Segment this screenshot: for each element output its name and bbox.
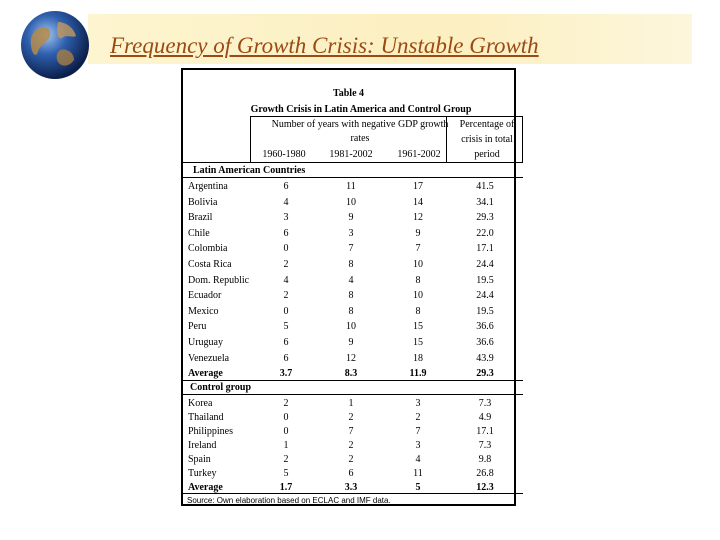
period-1960-1980: 1960-1980 <box>262 149 306 160</box>
value-1981-2002: 6 <box>348 468 354 479</box>
section-latin: Latin American Countries <box>193 165 306 176</box>
value-1981-2002: 8 <box>348 259 354 270</box>
value-1960-1980: 0 <box>283 243 289 254</box>
country-name: Thailand <box>188 412 224 423</box>
value-1961-2002: 3 <box>415 398 421 409</box>
value-1981-2002: 9 <box>348 337 354 348</box>
value-1960-1980: 6 <box>283 181 289 192</box>
value-1961-2002: 7 <box>415 426 421 437</box>
table-row <box>0 241 720 256</box>
table-row <box>0 273 720 288</box>
value-1981-2002: 7 <box>348 243 354 254</box>
country-name: Turkey <box>188 468 217 479</box>
value-1961-2002: 7 <box>415 243 421 254</box>
value-1961-2002: 5 <box>415 482 421 493</box>
period-1961-2002: 1961-2002 <box>397 149 441 160</box>
country-name: Ireland <box>188 440 217 451</box>
table-row <box>0 195 720 210</box>
country-name: Peru <box>188 321 207 332</box>
value-1961-2002: 9 <box>415 228 421 239</box>
value-1981-2002: 2 <box>348 454 354 465</box>
value-1961-2002: 11 <box>413 468 423 479</box>
table-subtitle: Growth Crisis in Latin America and Control Group <box>250 104 472 115</box>
value-1961-2002: 15 <box>413 337 423 348</box>
value-percentage: 24.4 <box>476 259 494 270</box>
source-note: Source: Own elaboration based on ECLAC and IMF data. <box>187 496 391 505</box>
value-1961-2002: 10 <box>413 290 423 301</box>
value-percentage: 9.8 <box>478 454 492 465</box>
value-1960-1980: 1 <box>283 440 289 451</box>
value-1960-1980: 2 <box>283 290 289 301</box>
value-1981-2002: 8 <box>348 306 354 317</box>
value-percentage: 29.3 <box>476 368 494 379</box>
country-name: Costa Rica <box>188 259 232 270</box>
country-name: Average <box>188 368 223 379</box>
value-1981-2002: 3 <box>348 228 354 239</box>
country-name: Bolivia <box>188 197 218 208</box>
country-name: Average <box>188 482 223 493</box>
value-1960-1980: 6 <box>283 353 289 364</box>
table-row <box>0 452 720 467</box>
country-name: Venezuela <box>188 353 230 364</box>
average-row <box>0 366 720 381</box>
value-1961-2002: 10 <box>413 259 423 270</box>
value-1961-2002: 12 <box>413 212 423 223</box>
header-pct-line1: Percentage of <box>459 119 515 130</box>
value-1961-2002: 11.9 <box>409 368 427 379</box>
value-percentage: 29.3 <box>476 212 494 223</box>
country-name: Korea <box>188 398 213 409</box>
value-percentage: 7.3 <box>478 398 492 409</box>
value-1981-2002: 4 <box>348 275 354 286</box>
header-rule-bottom <box>181 162 523 163</box>
value-1960-1980: 1.7 <box>279 482 293 493</box>
table-row <box>0 257 720 272</box>
value-percentage: 36.6 <box>476 337 494 348</box>
value-1960-1980: 2 <box>283 398 289 409</box>
value-percentage: 7.3 <box>478 440 492 451</box>
table-row <box>0 466 720 481</box>
value-1960-1980: 3.7 <box>279 368 293 379</box>
value-percentage: 22.0 <box>476 228 494 239</box>
country-name: Colombia <box>188 243 228 254</box>
value-1961-2002: 3 <box>415 440 421 451</box>
header-pct-line2: crisis in total <box>461 134 513 145</box>
value-1981-2002: 9 <box>348 212 354 223</box>
slide-title: Frequency of Growth Crisis: Unstable Growth <box>110 33 539 58</box>
section-control-rule <box>181 394 523 395</box>
header-rule-left <box>250 116 251 162</box>
value-percentage: 4.9 <box>478 412 492 423</box>
value-1960-1980: 5 <box>283 321 289 332</box>
header-neg-years: Number of years with negative GDP growth rates <box>271 119 449 144</box>
table-row <box>0 396 720 411</box>
country-name: Chile <box>188 228 210 239</box>
value-1981-2002: 1 <box>348 398 354 409</box>
value-1960-1980: 2 <box>283 454 289 465</box>
country-name: Mexico <box>188 306 219 317</box>
value-1960-1980: 2 <box>283 259 289 270</box>
value-percentage: 12.3 <box>476 482 494 493</box>
value-percentage: 24.4 <box>476 290 494 301</box>
table-row <box>0 288 720 303</box>
value-1981-2002: 2 <box>348 412 354 423</box>
value-1961-2002: 14 <box>413 197 423 208</box>
table-caption: Table 4 <box>332 88 365 99</box>
period-1981-2002: 1981-2002 <box>329 149 373 160</box>
value-1961-2002: 2 <box>415 412 421 423</box>
country-name: Uruguay <box>188 337 223 348</box>
value-1960-1980: 6 <box>283 228 289 239</box>
table-row <box>0 410 720 425</box>
table-row <box>0 210 720 225</box>
table-row <box>0 319 720 334</box>
value-1960-1980: 0 <box>283 426 289 437</box>
value-1961-2002: 8 <box>415 306 421 317</box>
value-1961-2002: 18 <box>413 353 423 364</box>
value-percentage: 19.5 <box>476 275 494 286</box>
country-name: Brazil <box>188 212 213 223</box>
value-1960-1980: 3 <box>283 212 289 223</box>
value-1961-2002: 15 <box>413 321 423 332</box>
table-row <box>0 335 720 350</box>
value-1960-1980: 5 <box>283 468 289 479</box>
section-latin-rule <box>181 177 523 178</box>
header-pct-line3: period <box>474 149 500 160</box>
country-name: Argentina <box>188 181 228 192</box>
value-1981-2002: 8.3 <box>344 368 358 379</box>
value-percentage: 41.5 <box>476 181 494 192</box>
table-row <box>0 179 720 194</box>
section-control: Control group <box>190 382 252 393</box>
value-percentage: 36.6 <box>476 321 494 332</box>
value-1961-2002: 4 <box>415 454 421 465</box>
table-row <box>0 226 720 241</box>
value-1981-2002: 12 <box>346 353 356 364</box>
latin-average-rule <box>181 380 523 381</box>
value-percentage: 26.8 <box>476 468 494 479</box>
value-percentage: 17.1 <box>476 426 494 437</box>
value-1981-2002: 3.3 <box>344 482 358 493</box>
value-1960-1980: 6 <box>283 337 289 348</box>
table-row <box>0 304 720 319</box>
country-name: Philippines <box>188 426 234 437</box>
value-1960-1980: 4 <box>283 197 289 208</box>
value-1981-2002: 11 <box>346 181 356 192</box>
value-1961-2002: 8 <box>415 275 421 286</box>
value-1981-2002: 7 <box>348 426 354 437</box>
value-1960-1980: 0 <box>283 412 289 423</box>
value-percentage: 43.9 <box>476 353 494 364</box>
value-1981-2002: 10 <box>346 197 356 208</box>
value-1961-2002: 17 <box>413 181 423 192</box>
country-name: Ecuador <box>188 290 222 301</box>
table-row <box>0 438 720 453</box>
country-name: Dom. Republic <box>188 275 250 286</box>
value-1960-1980: 0 <box>283 306 289 317</box>
value-percentage: 34.1 <box>476 197 494 208</box>
value-percentage: 17.1 <box>476 243 494 254</box>
value-1981-2002: 8 <box>348 290 354 301</box>
value-percentage: 19.5 <box>476 306 494 317</box>
table-row <box>0 351 720 366</box>
country-name: Spain <box>188 454 211 465</box>
value-1960-1980: 4 <box>283 275 289 286</box>
table-row <box>0 424 720 439</box>
value-1981-2002: 2 <box>348 440 354 451</box>
table-bottom-rule <box>181 493 523 494</box>
header-rule-top <box>250 116 523 117</box>
value-1981-2002: 10 <box>346 321 356 332</box>
globe-icon <box>18 8 92 82</box>
